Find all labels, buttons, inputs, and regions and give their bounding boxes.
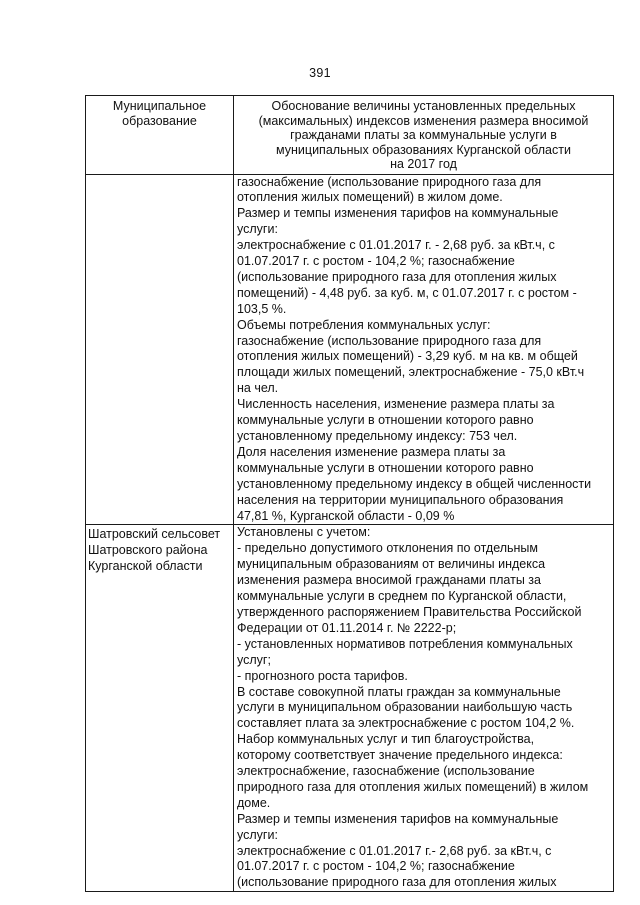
text-line: 01.07.2017 г. с ростом - 104,2 %; газоснабжение <box>237 859 515 874</box>
text-line: природного газа для отопления жилых помещений) в жилом <box>237 779 589 794</box>
text-line: - прогнозного роста тарифов. <box>237 668 408 683</box>
municipality-line: Шатровского района <box>88 543 208 558</box>
justification-table <box>85 95 614 892</box>
text-line: которому соответствует значение предельного индекса: <box>237 748 563 763</box>
text-line: - установленных нормативов потребления коммунальных <box>237 636 573 651</box>
justification-text <box>234 175 613 525</box>
header-justification-line: муниципальных образованиях Курганской области <box>276 142 571 157</box>
text-line: газоснабжение (использование природного газа для <box>237 333 542 348</box>
text-line: В составе совокупной платы граждан за коммунальные <box>237 684 561 699</box>
text-line: коммунальные услуги в отношении которого равно <box>237 460 534 475</box>
text-line: (использование природного газа для отопления жилых <box>237 875 557 890</box>
text-line: Набор коммунальных услуг и тип благоустройства, <box>237 732 535 747</box>
text-line: Размер и темпы изменения тарифов на коммунальные <box>237 811 559 826</box>
text-line: помещений) - 4,48 руб. за куб. м, с 01.07.2017 г. с ростом - <box>237 285 577 300</box>
municipality-cell <box>86 174 234 525</box>
text-line: Установлены с учетом: <box>237 525 371 540</box>
text-line: (использование природного газа для отопления жилых <box>237 269 557 284</box>
text-line: коммунальные услуги в отношении которого равно <box>237 413 534 428</box>
text-line: 103,5 %. <box>237 301 287 316</box>
text-line: 47,81 %, Курганской области - 0,09 % <box>237 508 455 523</box>
text-line: установленному предельному индексу: 753 чел. <box>237 429 518 443</box>
municipality-line: Шатровский сельсовет <box>88 527 221 542</box>
text-line: услуг; <box>237 652 271 667</box>
text-line: коммунальные услуги в среднем по Курганской области, <box>237 589 567 604</box>
text-line: отопления жилых помещений) в жилом доме. <box>237 190 503 205</box>
text-line: изменения размера вносимой гражданами платы за <box>237 573 541 588</box>
table-row <box>86 525 614 892</box>
text-line: Численность населения, изменение размера платы за <box>237 397 555 412</box>
header-justification-cell <box>234 96 614 175</box>
text-line: Объемы потребления коммунальных услуг: <box>237 317 491 332</box>
header-justification-line: Обоснование величины установленных предельных <box>271 99 576 113</box>
municipality-line: Курганской области <box>88 559 203 574</box>
municipality-text <box>86 525 233 575</box>
text-line: газоснабжение (использование природного газа для <box>237 174 542 189</box>
text-line: составляет плата за электроснабжение с ростом 104,2 %. <box>237 716 575 731</box>
text-line: услуги в муниципальном образовании наибольшую часть <box>237 700 573 715</box>
text-line: утвержденного распоряжением Правительства Российской <box>237 604 582 619</box>
table-header-row <box>86 96 614 175</box>
text-line: на чел. <box>237 381 279 396</box>
text-line: услуги: <box>237 222 278 237</box>
text-line: доме. <box>237 795 271 810</box>
page-number: 391 <box>309 66 331 80</box>
justification-cell <box>234 174 614 525</box>
text-line: Размер и темпы изменения тарифов на коммунальные <box>237 206 559 221</box>
text-line: населения на территории муниципального образования <box>237 492 564 507</box>
text-line: установленному предельному индексу в общей численности <box>237 476 592 491</box>
header-municipality-line: Муниципальное <box>112 99 207 113</box>
text-line: электроснабжение с 01.01.2017 г. - 2,68 руб. за кВт.ч, с <box>237 238 555 253</box>
text-line: муниципальным образованиям от величины индекса <box>237 557 546 572</box>
text-line: Доля населения изменение размера платы за <box>237 444 506 459</box>
header-justification-line: (максимальных) индексов изменения размера вносимой <box>258 113 589 128</box>
header-municipality-line: образование <box>122 113 197 128</box>
text-line: электроснабжение, газоснабжение (использование <box>237 764 535 779</box>
header-municipality-text <box>86 96 233 130</box>
municipality-cell <box>86 525 234 892</box>
text-line: площади жилых помещений, электроснабжение - 75,0 кВт.ч <box>237 365 585 380</box>
text-line: Федерации от 01.11.2014 г. № 2222-р; <box>237 620 457 635</box>
header-justification-line: на 2017 год <box>390 157 457 171</box>
text-line: - предельно допустимого отклонения по отдельным <box>237 541 539 556</box>
header-justification-text <box>234 96 613 174</box>
municipality-text <box>86 175 233 177</box>
text-line: 01.07.2017 г. с ростом - 104,2 %; газоснабжение <box>237 254 515 269</box>
justification-text <box>234 525 613 891</box>
text-line: электроснабжение с 01.01.2017 г.- 2,68 руб. за кВт.ч, с <box>237 843 552 858</box>
header-justification-line: гражданами платы за коммунальные услуги в <box>290 128 557 142</box>
text-line: услуги: <box>237 827 278 842</box>
table-row <box>86 174 614 525</box>
header-municipality-cell <box>86 96 234 175</box>
text-line: отопления жилых помещений) - 3,29 куб. м на кв. м общей <box>237 349 578 364</box>
justification-cell <box>234 525 614 892</box>
